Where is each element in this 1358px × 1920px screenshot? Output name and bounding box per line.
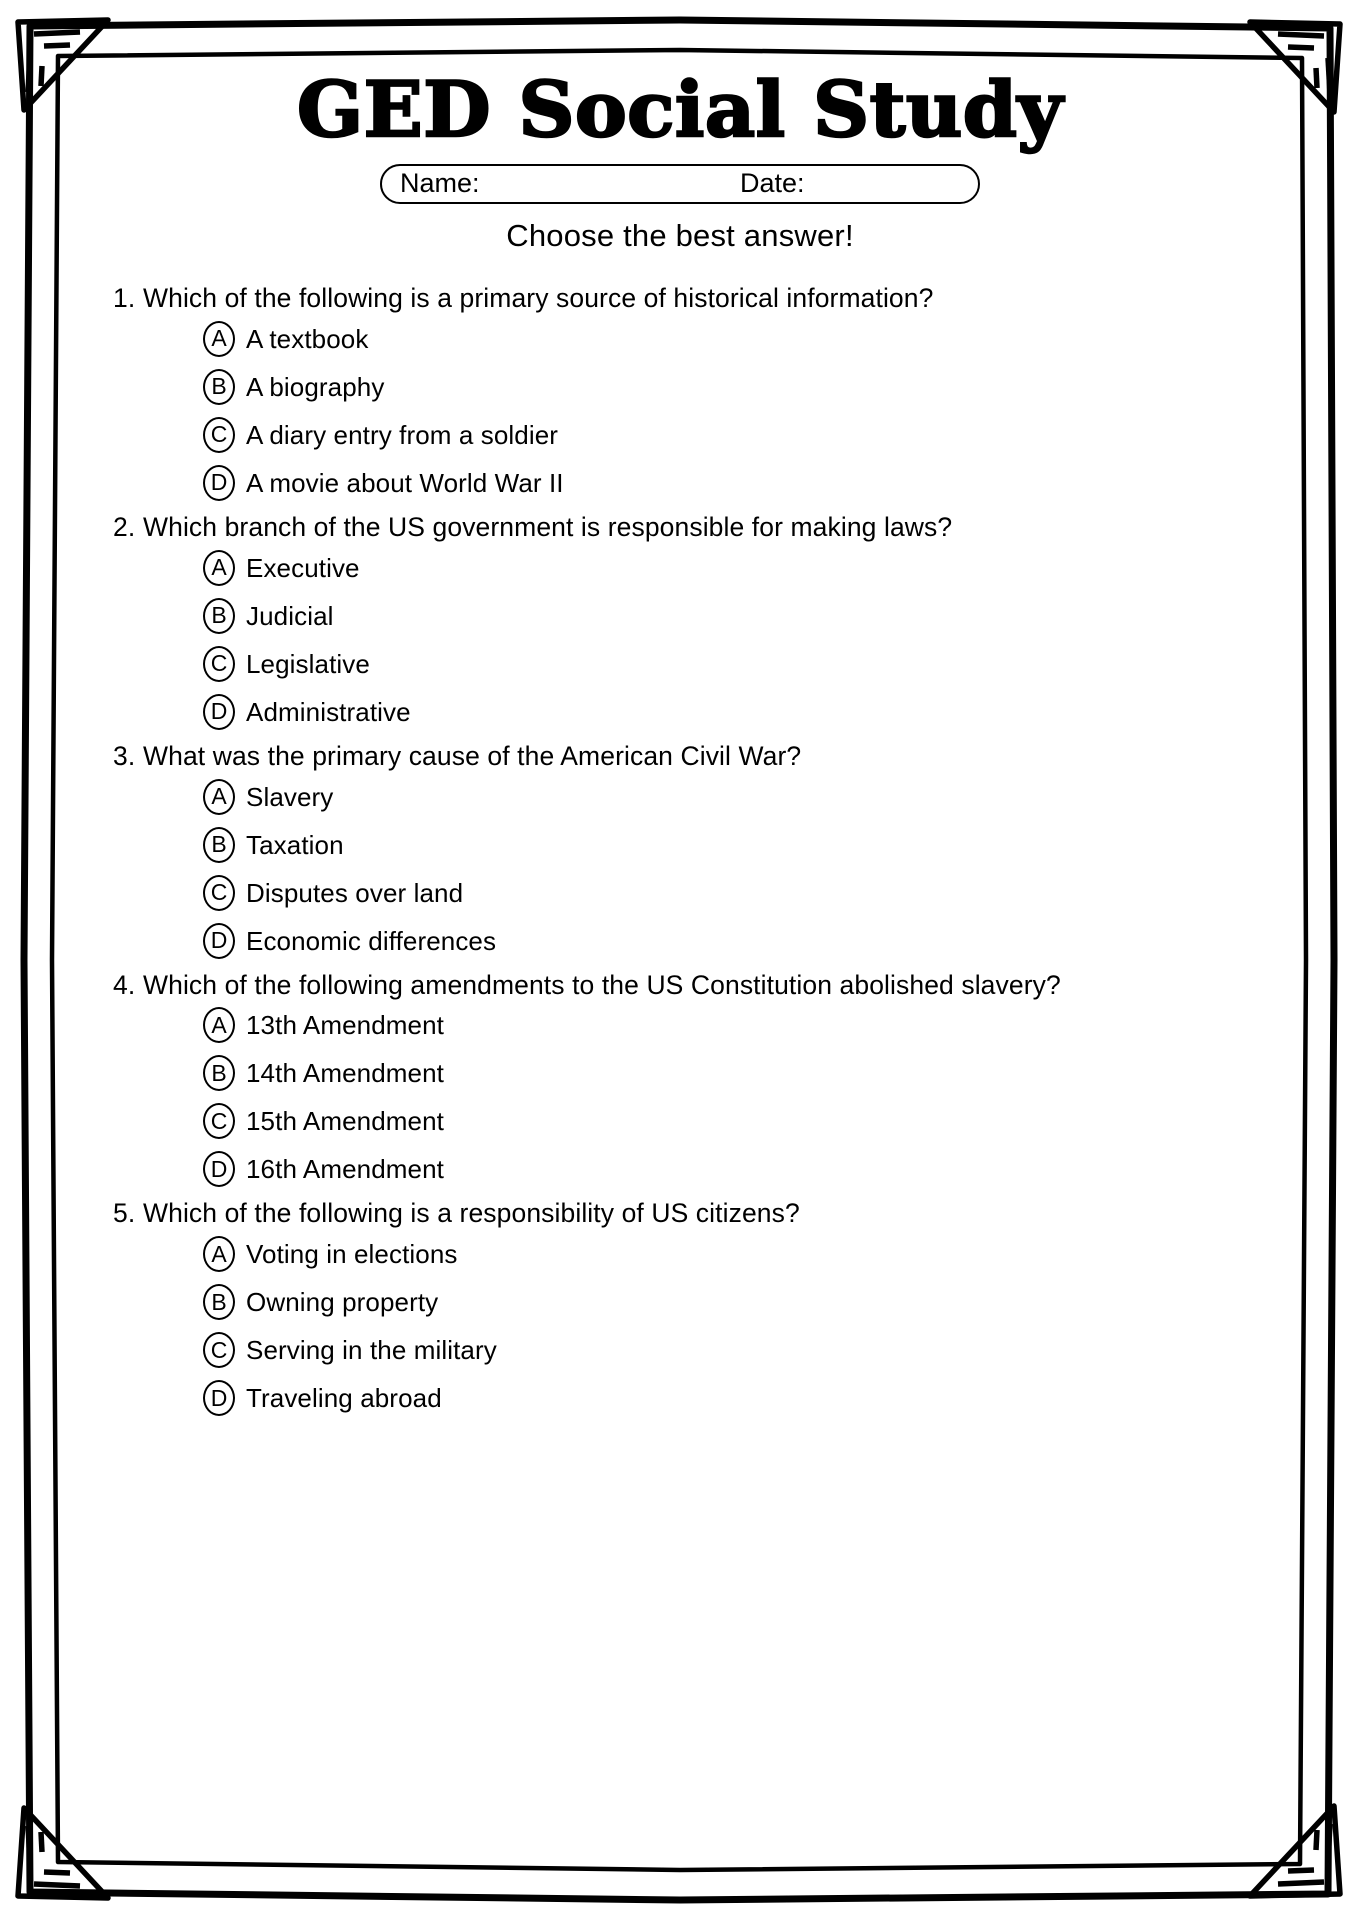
option-row[interactable] <box>203 873 1265 913</box>
option-label: 15th Amendment <box>246 1106 444 1137</box>
name-label: Name: <box>400 168 480 199</box>
option-row[interactable] <box>203 415 1265 455</box>
question-prompt <box>113 740 1265 774</box>
question-text: Which of the following amendments to the US Constitution abolished slavery? <box>143 969 1061 1000</box>
option-label: Serving in the military <box>246 1335 497 1366</box>
question-prompt <box>113 282 1265 316</box>
option-letter-circle[interactable]: D <box>203 1380 235 1416</box>
option-row[interactable] <box>203 548 1265 588</box>
option-label: 13th Amendment <box>246 1010 444 1041</box>
option-list <box>113 1005 1265 1189</box>
question-number: 1. <box>113 282 136 313</box>
option-label: Voting in elections <box>246 1239 458 1270</box>
option-letter-circle[interactable]: D <box>203 694 235 730</box>
option-row[interactable] <box>203 1378 1265 1418</box>
option-row[interactable] <box>203 1234 1265 1274</box>
option-row[interactable] <box>203 921 1265 961</box>
option-label: A textbook <box>246 323 369 354</box>
question-list <box>95 282 1265 1419</box>
question-number: 2. <box>113 511 136 542</box>
option-letter-circle[interactable]: C <box>203 1332 235 1368</box>
option-list <box>113 1234 1265 1418</box>
option-label: A movie about World War II <box>246 467 564 498</box>
option-letter-circle[interactable]: B <box>203 369 235 405</box>
option-letter-circle[interactable]: A <box>203 321 235 357</box>
option-letter-circle[interactable]: C <box>203 646 235 682</box>
option-row[interactable] <box>203 1101 1265 1141</box>
option-letter-circle[interactable]: A <box>203 779 235 815</box>
name-date-field-bar[interactable] <box>380 164 980 204</box>
option-list <box>113 777 1265 961</box>
question-prompt <box>113 1197 1265 1231</box>
question-text: Which of the following is a responsibility of US citizens? <box>143 1198 800 1229</box>
option-row[interactable] <box>203 692 1265 732</box>
question-text: Which of the following is a primary source of historical information? <box>143 282 934 313</box>
option-label: Executive <box>246 552 360 583</box>
option-label: Economic differences <box>246 925 497 956</box>
option-list <box>113 319 1265 503</box>
option-row[interactable] <box>203 1149 1265 1189</box>
date-label: Date: <box>740 168 805 199</box>
option-label: Legislative <box>246 648 370 679</box>
worksheet-content <box>95 48 1265 1878</box>
option-row[interactable] <box>203 1053 1265 1093</box>
option-letter-circle[interactable]: C <box>203 875 235 911</box>
instruction-text: Choose the best answer! <box>506 217 854 253</box>
option-letter-circle[interactable]: D <box>203 1151 235 1187</box>
option-row[interactable] <box>203 596 1265 636</box>
option-row[interactable] <box>203 463 1265 503</box>
option-label: 16th Amendment <box>246 1154 444 1185</box>
option-letter-circle[interactable]: D <box>203 465 235 501</box>
question-number: 5. <box>113 1198 136 1229</box>
question-number: 4. <box>113 969 136 1000</box>
option-row[interactable] <box>203 777 1265 817</box>
option-list <box>113 548 1265 732</box>
option-letter-circle[interactable]: A <box>203 1007 235 1043</box>
option-row[interactable] <box>203 825 1265 865</box>
page-title: GED Social Study <box>296 65 1064 154</box>
option-row[interactable] <box>203 1005 1265 1045</box>
option-label: 14th Amendment <box>246 1058 444 1089</box>
question-block <box>113 511 1265 732</box>
option-row[interactable] <box>203 1330 1265 1370</box>
question-text: Which branch of the US government is responsible for making laws? <box>143 511 953 542</box>
option-label: Slavery <box>246 781 334 812</box>
question-number: 3. <box>113 740 136 771</box>
question-text: What was the primary cause of the American Civil War? <box>143 740 802 771</box>
option-label: Taxation <box>246 829 344 860</box>
question-block <box>113 1197 1265 1418</box>
option-label: A biography <box>246 371 385 402</box>
option-label: Judicial <box>246 600 334 631</box>
option-row[interactable] <box>203 1282 1265 1322</box>
option-row[interactable] <box>203 367 1265 407</box>
option-letter-circle[interactable]: B <box>203 1284 235 1320</box>
option-label: Traveling abroad <box>246 1383 442 1414</box>
option-letter-circle[interactable]: C <box>203 417 235 453</box>
question-block <box>113 969 1265 1190</box>
question-prompt <box>113 969 1265 1003</box>
option-row[interactable] <box>203 644 1265 684</box>
question-prompt <box>113 511 1265 545</box>
option-label: Disputes over land <box>246 877 464 908</box>
option-label: Owning property <box>246 1287 439 1318</box>
question-block <box>113 740 1265 961</box>
option-label: A diary entry from a soldier <box>246 419 559 450</box>
option-letter-circle[interactable]: B <box>203 827 235 863</box>
option-letter-circle[interactable]: A <box>203 1236 235 1272</box>
option-letter-circle[interactable]: B <box>203 1055 235 1091</box>
option-letter-circle[interactable]: D <box>203 923 235 959</box>
question-block <box>113 282 1265 503</box>
option-letter-circle[interactable]: A <box>203 550 235 586</box>
option-letter-circle[interactable]: B <box>203 598 235 634</box>
option-label: Administrative <box>246 696 411 727</box>
option-row[interactable] <box>203 319 1265 359</box>
option-letter-circle[interactable]: C <box>203 1103 235 1139</box>
